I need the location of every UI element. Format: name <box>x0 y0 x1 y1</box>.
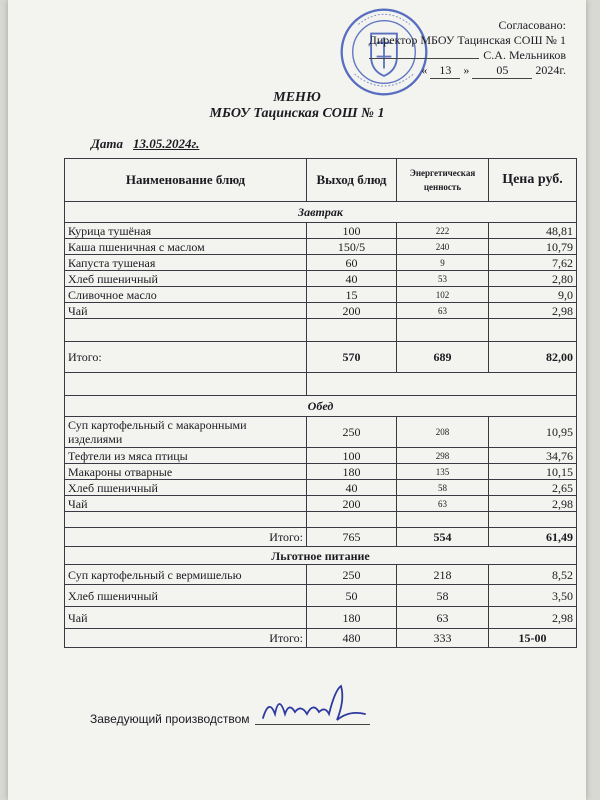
dish-energy: 63 <box>397 496 489 512</box>
signature-line <box>255 724 370 725</box>
dish-price: 3,50 <box>489 585 577 607</box>
dish-price: 10,79 <box>489 239 577 255</box>
dish-name: Каша пшеничная с маслом <box>65 239 307 255</box>
dish-energy: 135 <box>397 464 489 480</box>
dish-price: 2,80 <box>489 271 577 287</box>
table-row <box>65 464 577 480</box>
menu-title: МЕНЮ <box>273 90 321 105</box>
dish-name: Капуста тушеная <box>65 255 307 271</box>
section-row-lunch <box>65 396 577 417</box>
table-row <box>65 255 577 271</box>
approval-day: 13 <box>430 63 460 79</box>
dish-energy: 298 <box>397 448 489 464</box>
dish-name: Курица тушёная <box>65 223 307 239</box>
dish-name: Макароны отварные <box>65 464 307 480</box>
dish-yield: 200 <box>307 303 397 319</box>
dish-price: 8,52 <box>489 565 577 585</box>
production-manager-label: Заведующий производством <box>90 712 250 726</box>
dish-name: Чай <box>65 607 307 629</box>
total-price: 15-00 <box>489 629 577 648</box>
quote-open: « <box>421 63 428 77</box>
table-row <box>65 303 577 319</box>
section-row-discount <box>65 547 577 565</box>
table-row-empty <box>65 319 577 342</box>
table-row <box>65 271 577 287</box>
dish-energy: 222 <box>397 223 489 239</box>
dish-price: 10,15 <box>489 464 577 480</box>
dish-energy: 208 <box>397 417 489 448</box>
table-row <box>65 607 577 629</box>
dish-yield: 50 <box>307 585 397 607</box>
table-row <box>65 287 577 303</box>
dish-energy: 9 <box>397 255 489 271</box>
table-row <box>65 448 577 464</box>
dish-yield: 15 <box>307 287 397 303</box>
dish-yield: 100 <box>307 223 397 239</box>
dish-name: Суп картофельный с вермишелью <box>65 565 307 585</box>
dish-yield: 250 <box>307 565 397 585</box>
dish-energy: 240 <box>397 239 489 255</box>
approval-block <box>296 18 566 79</box>
dish-price: 2,98 <box>489 303 577 319</box>
section-title-breakfast: Завтрак <box>65 202 577 223</box>
dish-yield: 250 <box>307 417 397 448</box>
table-row <box>65 565 577 585</box>
director-name: С.А. Мельников <box>483 48 566 62</box>
dish-name: Суп картофельный с макаронными изделиями <box>65 417 307 448</box>
dish-price: 48,81 <box>489 223 577 239</box>
total-row-breakfast <box>65 342 577 373</box>
approval-date <box>296 63 566 79</box>
table-row-empty <box>65 373 577 396</box>
table-row <box>65 417 577 448</box>
dish-price: 2,65 <box>489 480 577 496</box>
total-energy: 333 <box>397 629 489 648</box>
total-row-discount <box>65 629 577 648</box>
total-row-lunch <box>65 528 577 547</box>
date-value: 13.05.2024г. <box>133 136 200 151</box>
total-energy: 554 <box>397 528 489 547</box>
table-row <box>65 585 577 607</box>
approval-month: 05 <box>472 63 532 79</box>
section-title-lunch: Обед <box>65 396 577 417</box>
dish-yield: 40 <box>307 480 397 496</box>
dish-name: Хлеб пшеничный <box>65 271 307 287</box>
total-yield: 765 <box>307 528 397 547</box>
quote-close: » <box>463 63 470 77</box>
header-name: Наименование блюд <box>65 159 307 202</box>
dish-yield: 40 <box>307 271 397 287</box>
school-name: МБОУ Тацинская СОШ № 1 <box>209 106 385 121</box>
dish-name: Сливочное масло <box>65 287 307 303</box>
section-title-discount: Льготное питание <box>65 547 577 565</box>
table-header-row <box>65 159 577 202</box>
dish-energy: 218 <box>397 565 489 585</box>
total-yield: 570 <box>307 342 397 373</box>
dish-yield: 180 <box>307 464 397 480</box>
menu-date <box>91 136 199 152</box>
dish-energy: 63 <box>397 303 489 319</box>
header-energy: Энергетическая ценность <box>397 159 489 202</box>
dish-yield: 150/5 <box>307 239 397 255</box>
dish-price: 7,62 <box>489 255 577 271</box>
dish-price: 2,98 <box>489 607 577 629</box>
dish-energy: 63 <box>397 607 489 629</box>
total-label: Итого: <box>65 342 307 373</box>
dish-name: Тефтели из мяса птицы <box>65 448 307 464</box>
total-price: 82,00 <box>489 342 577 373</box>
dish-name: Чай <box>65 496 307 512</box>
table-row <box>65 239 577 255</box>
approval-director-name <box>296 48 566 63</box>
dish-yield: 180 <box>307 607 397 629</box>
header-price: Цена руб. <box>489 159 577 202</box>
handwritten-signature <box>255 680 375 730</box>
table-row <box>65 496 577 512</box>
total-price: 61,49 <box>489 528 577 547</box>
approval-director-title: Директор МБОУ Тацинская СОШ № 1 <box>368 33 566 47</box>
menu-table <box>64 158 577 648</box>
dish-price: 2,98 <box>489 496 577 512</box>
dish-price: 34,76 <box>489 448 577 464</box>
approval-heading: Согласовано: <box>498 18 566 32</box>
table-row <box>65 480 577 496</box>
total-yield: 480 <box>307 629 397 648</box>
table-row-empty <box>65 512 577 528</box>
dish-energy: 58 <box>397 585 489 607</box>
header-yield: Выход блюд <box>307 159 397 202</box>
dish-price: 10,95 <box>489 417 577 448</box>
total-energy: 689 <box>397 342 489 373</box>
date-label: Дата <box>91 136 123 151</box>
dish-yield: 60 <box>307 255 397 271</box>
dish-price: 9,0 <box>489 287 577 303</box>
total-label: Итого: <box>65 629 307 648</box>
dish-name: Хлеб пшеничный <box>65 480 307 496</box>
approval-year: 2024г. <box>535 63 566 77</box>
dish-name: Хлеб пшеничный <box>65 585 307 607</box>
dish-energy: 102 <box>397 287 489 303</box>
table-row <box>65 223 577 239</box>
dish-name: Чай <box>65 303 307 319</box>
section-row-breakfast <box>65 202 577 223</box>
dish-energy: 58 <box>397 480 489 496</box>
dish-yield: 200 <box>307 496 397 512</box>
total-label: Итого: <box>65 528 307 547</box>
dish-energy: 53 <box>397 271 489 287</box>
dish-yield: 100 <box>307 448 397 464</box>
